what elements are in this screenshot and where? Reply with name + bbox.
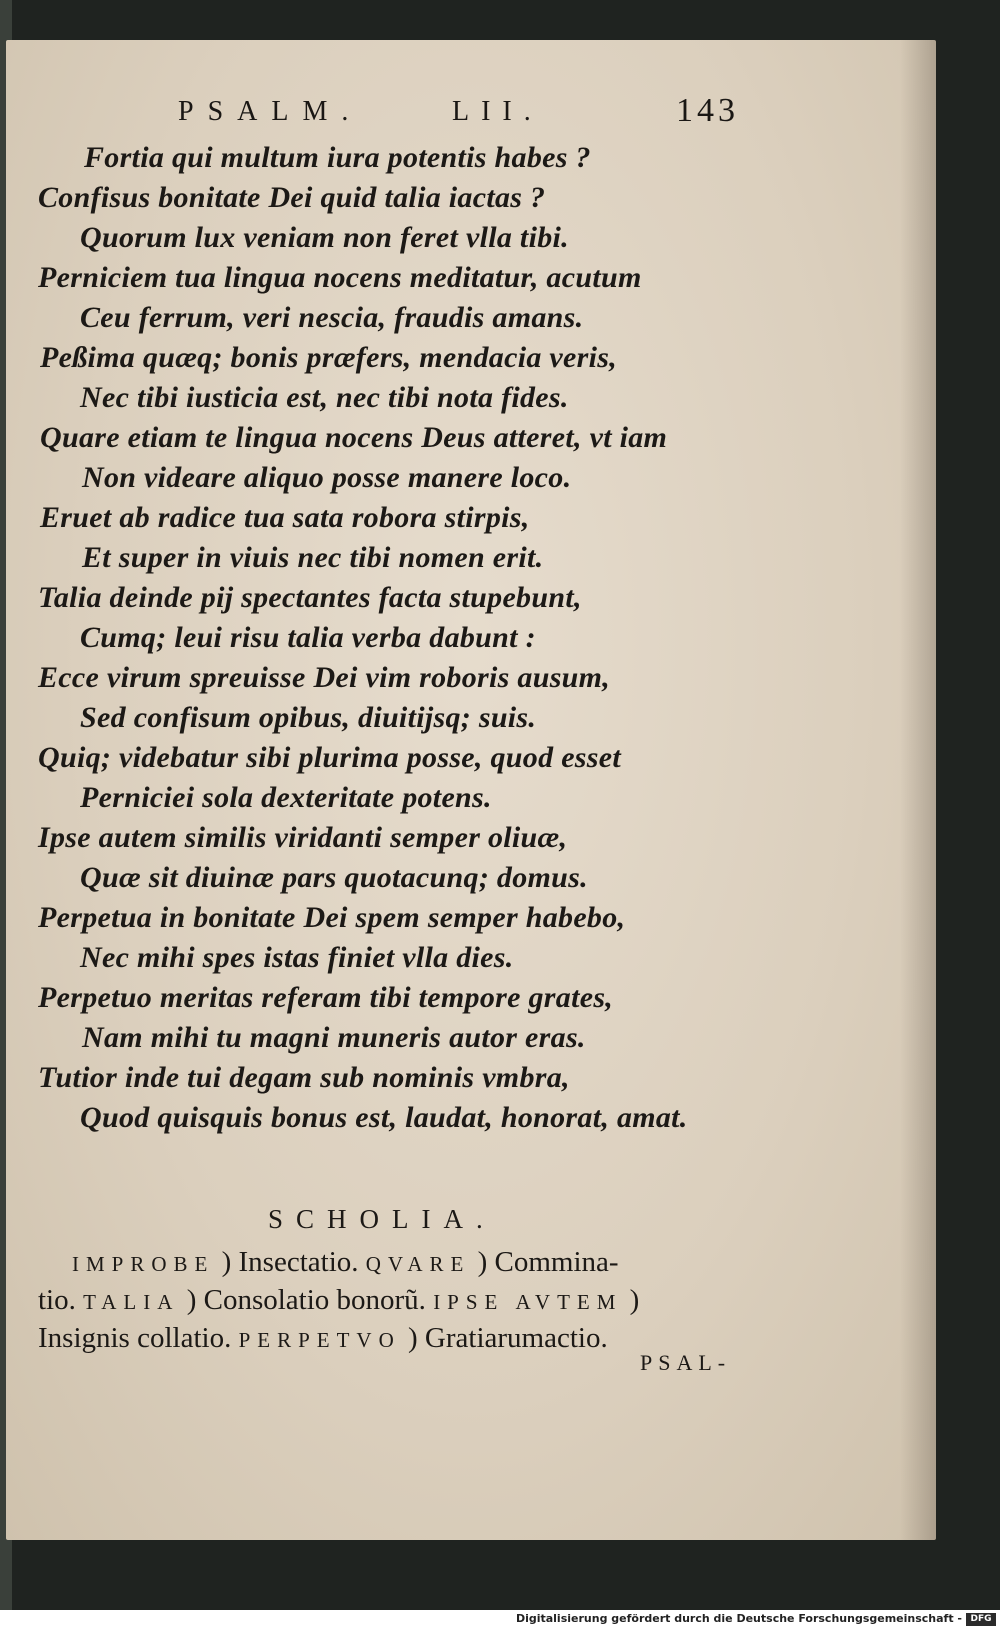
running-head-left: PSALM. <box>178 96 363 127</box>
scholia-heading: SCHOLIA. <box>268 1204 496 1234</box>
scholia-note: ) <box>629 1284 640 1316</box>
running-head-center: LII. <box>452 96 543 127</box>
poem-line: Confisus bonitate Dei quid talia iactas ? <box>38 181 546 214</box>
poem-line: Quiq; videbatur sibi plurima posse, quod esset <box>38 741 622 774</box>
running-head <box>0 92 1000 136</box>
funding-credit: Digitalisierung gefördert durch die Deutsche Forschungsgemeinschaft - <box>515 1612 962 1625</box>
poem-line: Quare etiam te lingua nocens Deus atteret, vt iam <box>40 421 668 454</box>
poem-line: Sed confisum opibus, diuitijsq; suis. <box>80 701 537 734</box>
catchword: PSAL- <box>640 1350 732 1375</box>
poem-line: Quæ sit diuinæ pars quotacunq; domus. <box>80 861 588 894</box>
poem-line: Eruet ab radice tua sata robora stirpis, <box>40 501 530 534</box>
scholia-line <box>72 1244 619 1282</box>
footer-bar <box>0 1610 1000 1629</box>
poem-line: Perpetuo meritas referam tibi tempore grates, <box>38 981 614 1014</box>
poem-line: Quorum lux veniam non feret vlla tibi. <box>80 221 569 254</box>
poem-line: Ceu ferrum, veri nescia, fraudis amans. <box>80 301 584 334</box>
poem-line: Ipse autem similis viridanti semper oliuæ, <box>38 821 568 854</box>
poem-line: Talia deinde pij spectantes facta stupebunt, <box>38 581 582 614</box>
scholia-lemma: TALIA <box>83 1290 180 1314</box>
scholia-lemma: IPSE AVTEM <box>433 1290 623 1314</box>
scholia-note: ) Commina- <box>477 1246 619 1278</box>
poem-line: Nec mihi spes istas finiet vlla dies. <box>80 941 514 974</box>
poem-line: Nec tibi iusticia est, nec tibi nota fides. <box>80 381 569 414</box>
scholia-note: ) Consolatio bonorũ. <box>186 1284 426 1316</box>
poem-line: Fortia qui multum iura potentis habes ? <box>84 141 591 174</box>
scholia-line <box>38 1320 608 1358</box>
poem-line: Peßima quæq; bonis præfers, mendacia veris, <box>40 341 618 374</box>
poem-line: Nam mihi tu magni muneris autor eras. <box>82 1021 586 1054</box>
poem-line: Et super in viuis nec tibi nomen erit. <box>82 541 544 574</box>
scholia-note: Insignis collatio. <box>38 1322 232 1354</box>
poem-line: Perniciei sola dexteritate potens. <box>80 781 492 814</box>
page-number: 143 <box>676 92 739 129</box>
poem-line: Cumq; leui risu talia verba dabunt : <box>80 621 536 654</box>
poem-line: Perniciem tua lingua nocens meditatur, acutum <box>38 261 642 294</box>
poem-line: Non videare aliquo posse manere loco. <box>82 461 572 494</box>
scholia-note: tio. <box>38 1284 76 1316</box>
poem-line: Perpetua in bonitate Dei spem semper habebo, <box>38 901 626 934</box>
poem-line: Tutior inde tui degam sub nominis vmbra, <box>38 1061 570 1094</box>
scholia-line <box>38 1282 639 1320</box>
scholia-note: ) Insectatio. <box>221 1246 359 1278</box>
scholia-note: ) Gratiarumactio. <box>408 1322 608 1354</box>
poem-line: Quod quisquis bonus est, laudat, honorat, amat. <box>80 1101 688 1134</box>
dfg-logo: DFG <box>966 1613 996 1626</box>
poem-line: Ecce virum spreuisse Dei vim roboris ausum, <box>38 661 611 694</box>
page-gutter-shadow <box>900 40 936 1540</box>
scholia-lemma: IMPROBE <box>72 1252 215 1276</box>
scholia-lemma: QVARE <box>365 1252 471 1276</box>
scholia-lemma: PERPETVO <box>238 1328 401 1352</box>
